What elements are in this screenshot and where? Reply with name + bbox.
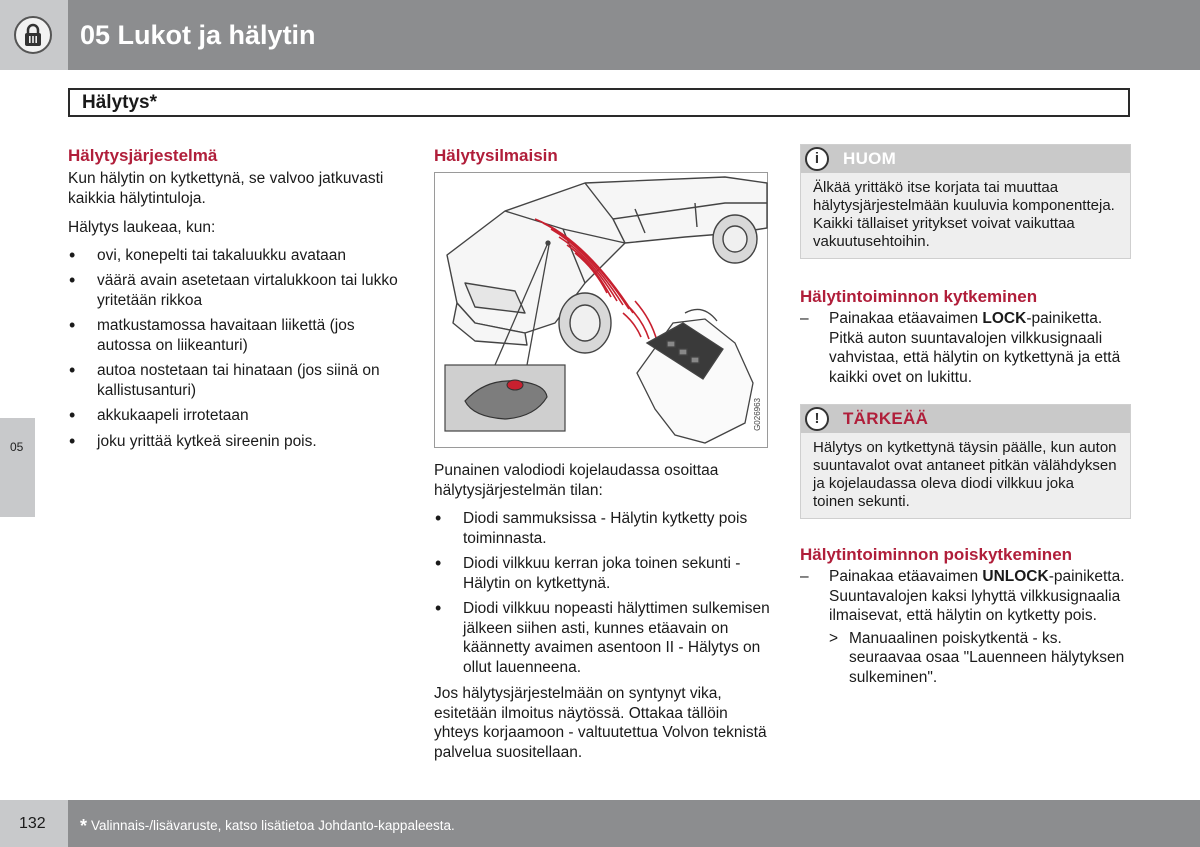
info-icon: i bbox=[805, 147, 829, 171]
list-item: > Manuaalinen poiskytkentä - ks. seuraavaa osaa "Lauenneen hälytyksen sulkeminen". bbox=[800, 629, 1131, 688]
lock-button-name: LOCK bbox=[982, 310, 1027, 327]
fault-notice-text: Jos hälytysjärjestelmään on syntynyt vika, esitetään ilmoitus näytössä. Ottakaa tällöin yhteys korjaamoon - valtuutettua Volvon teknistä palvelua suositellaan. bbox=[434, 685, 767, 761]
list-item: – Painakaa etäavaimen UNLOCK-painiketta. Suuntavalojen kaksi lyhyttä vilkkusignaalia ilmaisevat, että hälytin on kytketty pois. bbox=[800, 567, 1131, 626]
led-intro: Punainen valodiodi kojelaudassa osoittaa hälytysjärjestelmän tilan: bbox=[434, 462, 719, 499]
note-box bbox=[800, 144, 1131, 259]
led-status-list bbox=[434, 509, 770, 677]
column-alarm-indicator bbox=[434, 146, 770, 762]
heading-alarm-indicator: Hälytysilmaisin bbox=[434, 146, 558, 165]
unlock-button-name: UNLOCK bbox=[982, 568, 1049, 585]
heading-arm: Hälytintoiminnon kytkeminen bbox=[800, 287, 1038, 306]
alarm-trigger-list bbox=[68, 246, 408, 452]
list-item: • Diodi vilkkuu nopeasti hälyttimen sulkemisen jälkeen siihen asti, kunnes etäavain on käännetty avaimen asentoon II - Hälytys on ollut lauenneena. bbox=[434, 599, 770, 677]
list-item: • ovi, konepelti tai takaluukku avataan bbox=[68, 246, 408, 266]
list-item: • matkustamossa havaitaan liikettä (jos autossa on liikeanturi) bbox=[68, 316, 408, 355]
arm-steps bbox=[800, 309, 1131, 387]
warning-icon: ! bbox=[805, 407, 829, 431]
heading-disarm: Hälytintoiminnon poiskytkeminen bbox=[800, 545, 1073, 564]
list-item: • Diodi vilkkuu kerran joka toinen sekunti - Hälytin on kytkettynä. bbox=[434, 554, 770, 593]
list-item: • autoa nostetaan tai hinataan (jos siinä on kallistusanturi) bbox=[68, 361, 408, 400]
page-number: 132 bbox=[19, 815, 46, 832]
alarm-system-intro: Kun hälytin on kytkettynä, se valvoo jatkuvasti kaikkia hälytintuloja. bbox=[68, 170, 384, 207]
note-text: Älkää yrittäkö itse korjata tai muuttaa hälytysjärjestelmään kuuluvia komponentteja. Kaikki tällaiset yritykset voivat vaikuttaa vakuutusehtoihin. bbox=[813, 179, 1115, 250]
column-alarm-system bbox=[68, 146, 408, 451]
car-alarm-illustration bbox=[434, 172, 768, 448]
list-item: – Painakaa etäavaimen LOCK-painiketta. Pitkä auton suuntavalojen vilkkusignaali vahvistaa, että hälytin on kytkettynä ja että kaikki ovet on lukittu. bbox=[800, 309, 1131, 387]
heading-alarm-system: Hälytysjärjestelmä bbox=[68, 146, 218, 165]
important-box bbox=[800, 404, 1131, 519]
chapter-header-icon-area bbox=[0, 0, 68, 70]
list-item: • joku yrittää kytkeä sireenin pois. bbox=[68, 432, 408, 452]
list-item: • akkukaapeli irrotetaan bbox=[68, 406, 408, 426]
list-item: • Diodi sammuksissa - Hälytin kytketty pois toiminnasta. bbox=[434, 509, 770, 548]
column-arm-disarm bbox=[800, 144, 1131, 687]
section-title: Hälytys* bbox=[82, 92, 157, 113]
note-header bbox=[801, 145, 1130, 173]
important-header bbox=[801, 405, 1130, 433]
car-and-key-drawing bbox=[435, 173, 769, 449]
footnote-text: Valinnais-/lisävaruste, katso lisätietoa Johdanto-kappaleesta. bbox=[91, 818, 455, 833]
alarm-trigger-intro: Hälytys laukeaa, kun: bbox=[68, 219, 216, 236]
disarm-steps bbox=[800, 567, 1131, 626]
figure-code: G026963 bbox=[753, 398, 762, 431]
list-item: • väärä avain asetetaan virtalukkoon tai lukko yritetään rikkoa bbox=[68, 271, 408, 310]
disarm-sub-steps bbox=[800, 629, 1131, 688]
footnote-star: * bbox=[80, 816, 88, 836]
chapter-side-tab bbox=[0, 418, 35, 517]
important-text: Hälytys on kytkettynä täysin päälle, kun auton suuntavalot ovat antaneet pitkän välähdyksen ja kojelaudassa oleva diodi vilkkuu joka toinen sekunti. bbox=[813, 439, 1117, 510]
note-label: HUOM bbox=[843, 149, 897, 168]
lock-icon bbox=[14, 16, 52, 54]
footnote bbox=[80, 816, 455, 837]
section-title-box bbox=[68, 88, 1130, 117]
side-tab-label: 05 bbox=[10, 440, 24, 454]
important-label: TÄRKEÄÄ bbox=[843, 409, 929, 428]
chapter-title: 05 Lukot ja hälytin bbox=[80, 20, 316, 50]
